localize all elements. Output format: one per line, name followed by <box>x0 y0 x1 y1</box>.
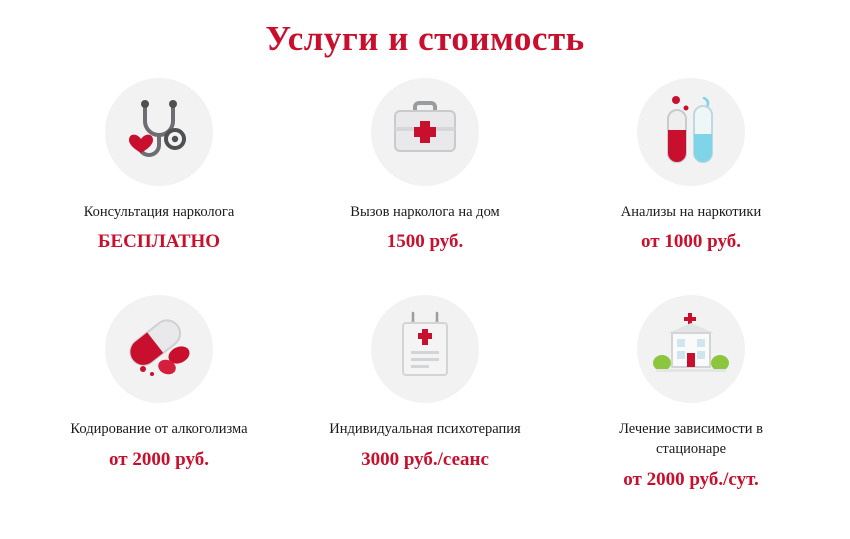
service-price: 1500 руб. <box>386 231 464 252</box>
service-icon-wrapper <box>637 78 745 186</box>
service-label: Индивидуальная психотерапия <box>329 420 521 437</box>
service-price: от 2000 руб./сут. <box>623 468 759 490</box>
medical-document-icon <box>389 309 461 388</box>
service-icon-wrapper <box>637 295 745 403</box>
services-grid <box>0 78 850 511</box>
first-aid-kit-icon <box>387 97 463 168</box>
service-icon-wrapper <box>371 78 479 186</box>
service-label: Кодирование от алкоголизма <box>70 420 248 437</box>
service-label: Вызов нарколога на дом <box>350 204 500 220</box>
service-price: БЕСПЛАТНО <box>97 231 221 252</box>
service-card-inpatient <box>558 295 824 511</box>
service-card-drug-tests <box>558 78 824 273</box>
pills-capsules-icon <box>121 311 197 386</box>
service-card-alcohol-coding <box>26 295 292 511</box>
service-icon-wrapper <box>371 295 479 403</box>
stethoscope-heart-icon <box>123 95 195 170</box>
service-label: Консультация нарколога <box>83 204 235 220</box>
service-price: 3000 руб./сеанс <box>361 448 489 470</box>
test-tubes-icon <box>658 92 724 173</box>
service-icon-wrapper <box>105 295 213 403</box>
hospital-building-icon <box>652 311 730 386</box>
service-card-psychotherapy <box>292 295 558 511</box>
service-card-home-visit <box>292 78 558 273</box>
service-label: Анализы на наркотики <box>620 204 762 220</box>
page-title: Услуги и стоимость <box>265 19 585 58</box>
service-price: от 2000 руб. <box>109 448 209 470</box>
service-icon-wrapper <box>105 78 213 186</box>
service-label: Лечение зависимости в стационаре <box>619 420 763 457</box>
service-price: от 1000 руб. <box>641 231 741 252</box>
service-card-consultation <box>26 78 292 273</box>
